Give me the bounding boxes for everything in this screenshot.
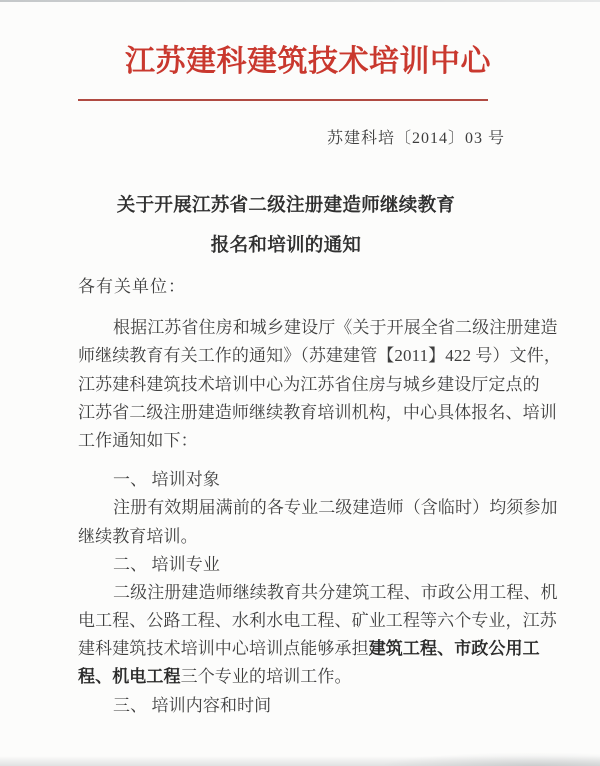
body-line <box>78 579 558 607</box>
notice-title-line1: 关于开展江苏省二级注册建造师继续教育 <box>116 196 456 216</box>
body-text: 三个专业的培训工作。 <box>180 667 352 687</box>
body-text: 建科建筑技术培训中心培训点能够承担 <box>78 639 369 659</box>
salutation: 各有关单位： <box>78 277 186 296</box>
body-line <box>78 692 528 720</box>
body-line <box>78 427 528 455</box>
body-text: 根据江苏省住房和城乡建设厅《关于开展全省二级注册建造 <box>113 318 558 338</box>
scan-edge-top <box>0 0 600 2</box>
body-text: 师继续教育有关工作的通知》（苏建建管【2011】422 号）文件， <box>78 346 561 366</box>
letterhead-rule <box>78 99 488 101</box>
body-line <box>78 635 540 663</box>
body-line <box>78 466 528 494</box>
body-text: 三、 培训内容和时间 <box>113 695 272 715</box>
notice-title-line2: 报名和培训的通知 <box>210 236 362 256</box>
body-line <box>78 371 540 399</box>
notice-body <box>78 273 561 720</box>
body-text: 二、 培训专业 <box>113 554 220 574</box>
body-line <box>78 663 528 691</box>
body-lines <box>78 314 561 720</box>
body-line <box>78 399 557 427</box>
body-text: 电工程、公路工程、水利水电工程、矿业工程等六个专业，江苏 <box>78 611 557 631</box>
body-line <box>78 607 557 635</box>
body-line <box>78 551 528 579</box>
body-line <box>78 342 561 370</box>
body-line <box>78 494 558 522</box>
body-text: 一、 培训对象 <box>113 470 220 490</box>
document-number: 苏建科培〔2014〕03 号 <box>327 130 506 147</box>
body-text: 二级注册建造师继续教育共分建筑工程、市政公用工程、机 <box>113 582 558 602</box>
body-line <box>78 523 528 551</box>
body-text: 工作通知如下： <box>78 430 198 450</box>
body-text-bold: 建筑工程、市政公用工 <box>368 639 540 659</box>
body-text: 江苏省二级注册建造师继续教育培训机构，中心具体报名、培训 <box>78 402 557 422</box>
scan-shadow-bottom <box>0 756 600 766</box>
body-text: 继续教育培训。 <box>78 526 198 546</box>
letterhead-title: 江苏建科建筑技术培训中心 <box>125 45 491 78</box>
body-text: 江苏建科建筑技术培训中心为江苏省住房与城乡建设厅定点的 <box>78 374 540 394</box>
body-text-bold: 程、机电工程 <box>78 667 181 687</box>
body-text: 注册有效期届满前的各专业二级建造师（含临时）均须参加 <box>113 498 558 518</box>
body-line <box>78 314 558 342</box>
